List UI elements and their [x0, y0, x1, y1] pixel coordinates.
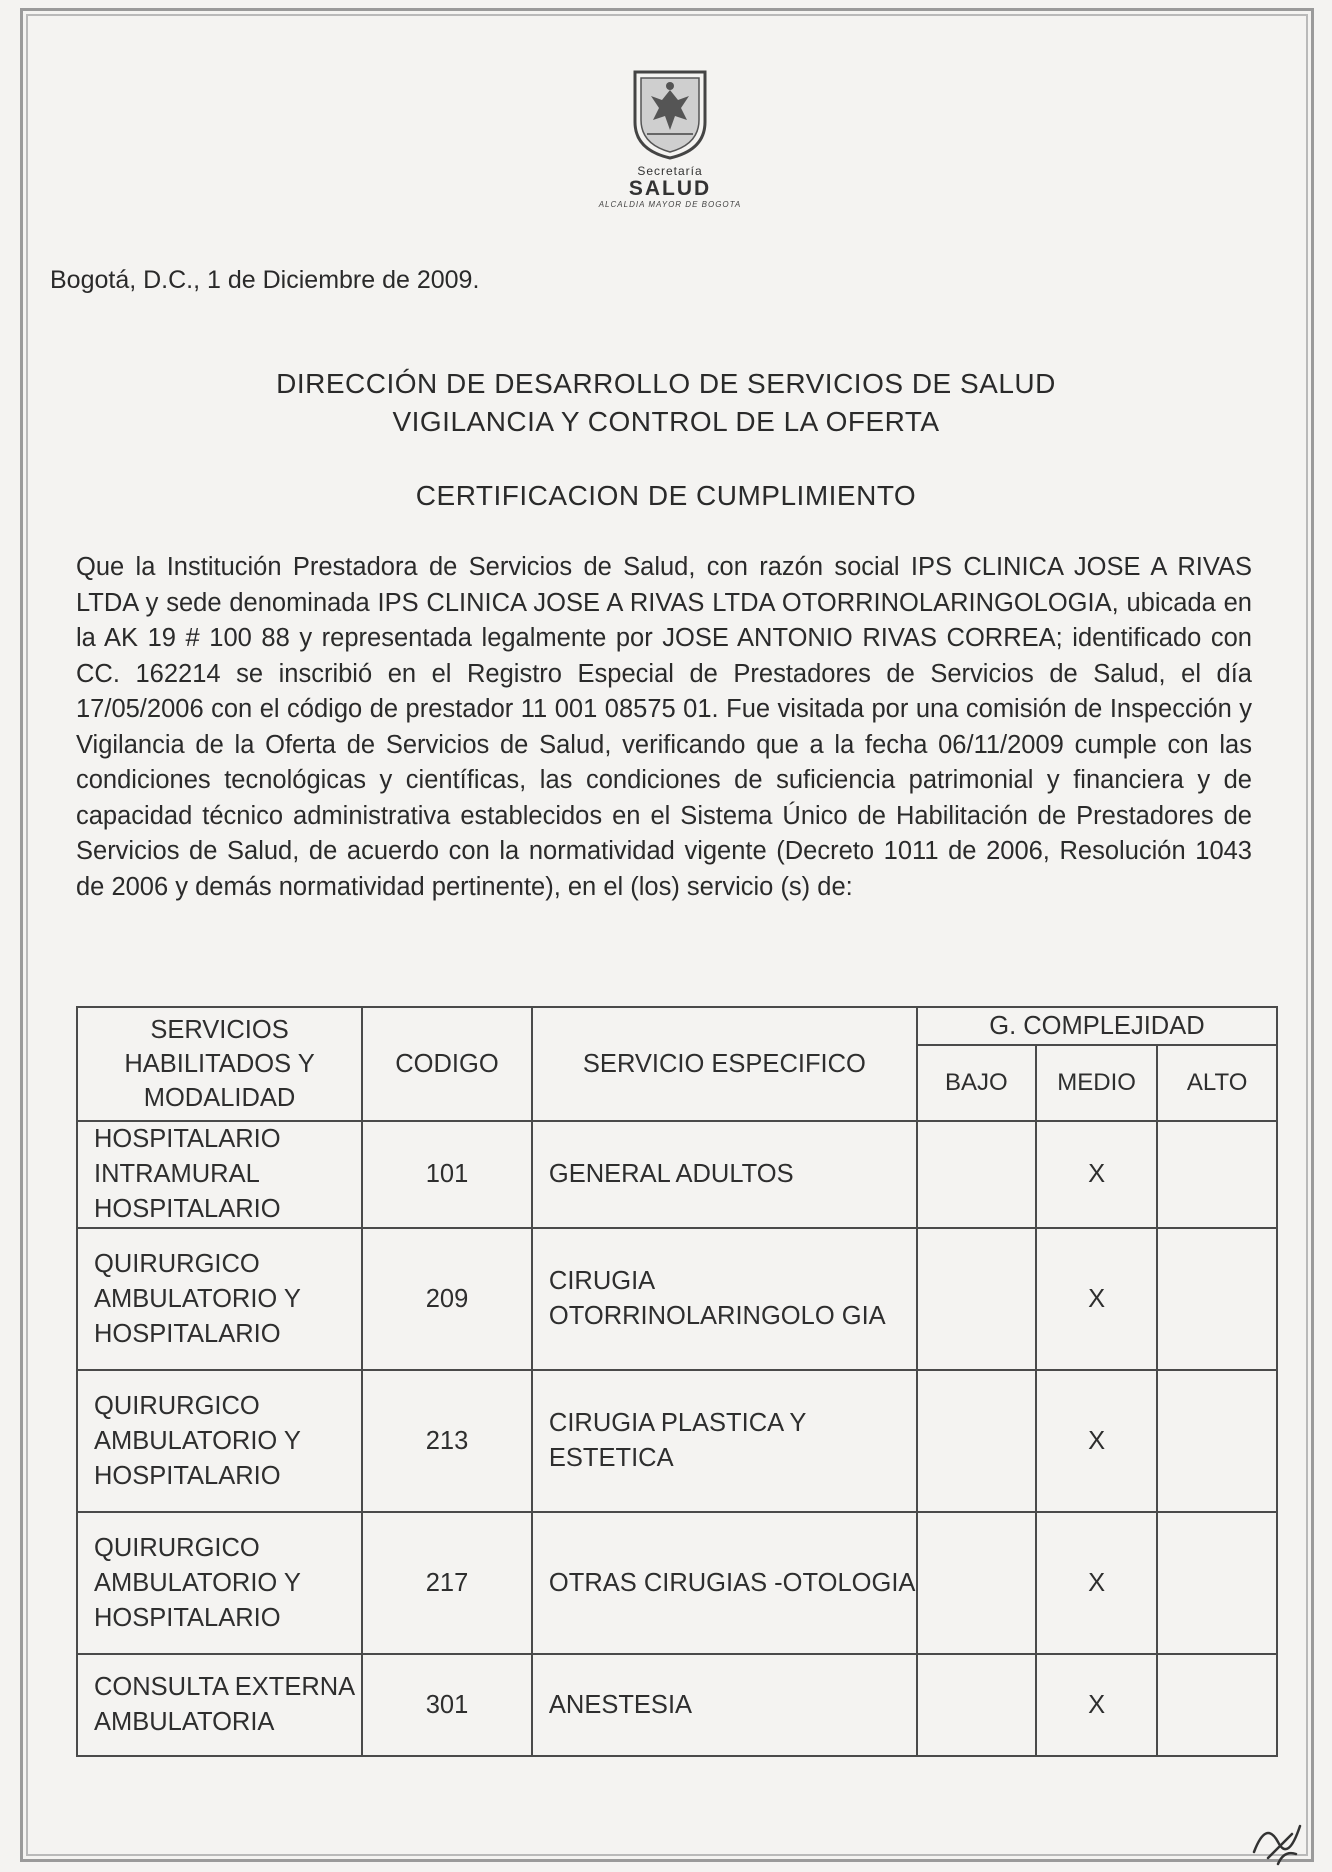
cell-alto [1157, 1228, 1277, 1370]
cell-especifico: CIRUGIA OTORRINOLARINGOLO GIA [532, 1228, 917, 1370]
cell-codigo: 213 [362, 1370, 532, 1512]
cell-codigo: 301 [362, 1654, 532, 1756]
header-servicio-especifico: SERVICIO ESPECIFICO [532, 1007, 917, 1121]
header-servicios: SERVICIOS HABILITADOS Y MODALIDAD [77, 1007, 362, 1121]
heading-direccion: DIRECCIÓN DE DESARROLLO DE SERVICIOS DE SALUD [276, 368, 1056, 399]
cell-medio: X [1036, 1228, 1157, 1370]
cell-servicio: QUIRURGICO AMBULATORIO Y HOSPITALARIO [77, 1228, 362, 1370]
cell-servicio: QUIRURGICO AMBULATORIO Y HOSPITALARIO [77, 1370, 362, 1512]
header-bajo: BAJO [917, 1045, 1036, 1121]
cell-bajo [917, 1654, 1036, 1756]
cell-medio: X [1036, 1654, 1157, 1756]
cell-bajo [917, 1512, 1036, 1654]
services-table [76, 1006, 1278, 1757]
table-row [77, 1654, 1277, 1756]
cell-bajo [917, 1121, 1036, 1228]
cell-alto [1157, 1370, 1277, 1512]
table-row [77, 1512, 1277, 1654]
cell-especifico: OTRAS CIRUGIAS -OTOLOGIA [532, 1512, 917, 1654]
cell-medio: X [1036, 1121, 1157, 1228]
cell-especifico: ANESTESIA [532, 1654, 917, 1756]
certification-paragraph: Que la Institución Prestadora de Servicios de Salud, con razón social IPS CLINICA JOSE A RIVAS LTDA y sede denominada IPS CLINICA JOSE A RIVAS LTDA OTORRINOLARINGOLOGIA, ubicada en la AK 19 # 100 88 y representada legalmente por JOSE ANTONIO RIVAS CORREA; identificado con CC. 162214 se inscribió en el Registro Especial de Prestadores de Servicios de Salud, el día 17/05/2006 con el código de prestador 11 001 08575 01. Fue visitada por una comisión de Inspección y Vigilancia de la Oferta de Servicios de Salud, verificando que a la fecha 06/11/2009 cumple con las condiciones tecnológicas y científicas, las condiciones de suficiencia patrimonial y financiera y de capacidad técnico administrativa establecidos en el Sistema Único de Habilitación de Prestadores de Servicios de Salud, de acuerdo con la normatividad vigente (Decreto 1011 de 2006, Resolución 1043 de 2006 y demás normatividad pertinente), en el (los) servicio (s) de: [76, 553, 1252, 901]
logo-alcaldia-text: ALCALDIA MAYOR DE BOGOTA [598, 200, 742, 209]
table-row [77, 1121, 1277, 1228]
header-complejidad: G. COMPLEJIDAD [917, 1007, 1277, 1045]
logo-salud-text: SALUD [628, 177, 712, 200]
cell-bajo [917, 1228, 1036, 1370]
cell-servicio: QUIRURGICO AMBULATORIO Y HOSPITALARIO [77, 1512, 362, 1654]
cell-codigo: 209 [362, 1228, 532, 1370]
header-alto: ALTO [1157, 1045, 1277, 1121]
heading-vigilancia: VIGILANCIA Y CONTROL DE LA OFERTA [392, 406, 940, 437]
handwritten-initials-mark [1248, 1812, 1308, 1868]
document-title: CERTIFICACION DE CUMPLIMIENTO [415, 480, 917, 511]
logo-secretaria-text: Secretaría [637, 164, 703, 178]
header-codigo: CODIGO [362, 1007, 532, 1121]
table-row [77, 1370, 1277, 1512]
cell-codigo: 217 [362, 1512, 532, 1654]
cell-alto [1157, 1512, 1277, 1654]
coat-of-arms-icon [629, 68, 711, 160]
cell-bajo [917, 1370, 1036, 1512]
cell-codigo: 101 [362, 1121, 532, 1228]
cell-medio: X [1036, 1512, 1157, 1654]
date-line: Bogotá, D.C., 1 de Diciembre de 2009. [50, 266, 480, 294]
table-header-row [77, 1007, 1277, 1045]
table-row [77, 1228, 1277, 1370]
cell-alto [1157, 1654, 1277, 1756]
cell-alto [1157, 1121, 1277, 1228]
header-medio: MEDIO [1036, 1045, 1157, 1121]
cell-servicio: CONSULTA EXTERNA AMBULATORIA [77, 1654, 362, 1756]
cell-servicio: HOSPITALARIO INTRAMURAL HOSPITALARIO [77, 1121, 362, 1228]
cell-especifico: CIRUGIA PLASTICA Y ESTETICA [532, 1370, 917, 1512]
cell-medio: X [1036, 1370, 1157, 1512]
cell-especifico: GENERAL ADULTOS [532, 1121, 917, 1228]
secretaria-salud-logo [570, 68, 770, 209]
